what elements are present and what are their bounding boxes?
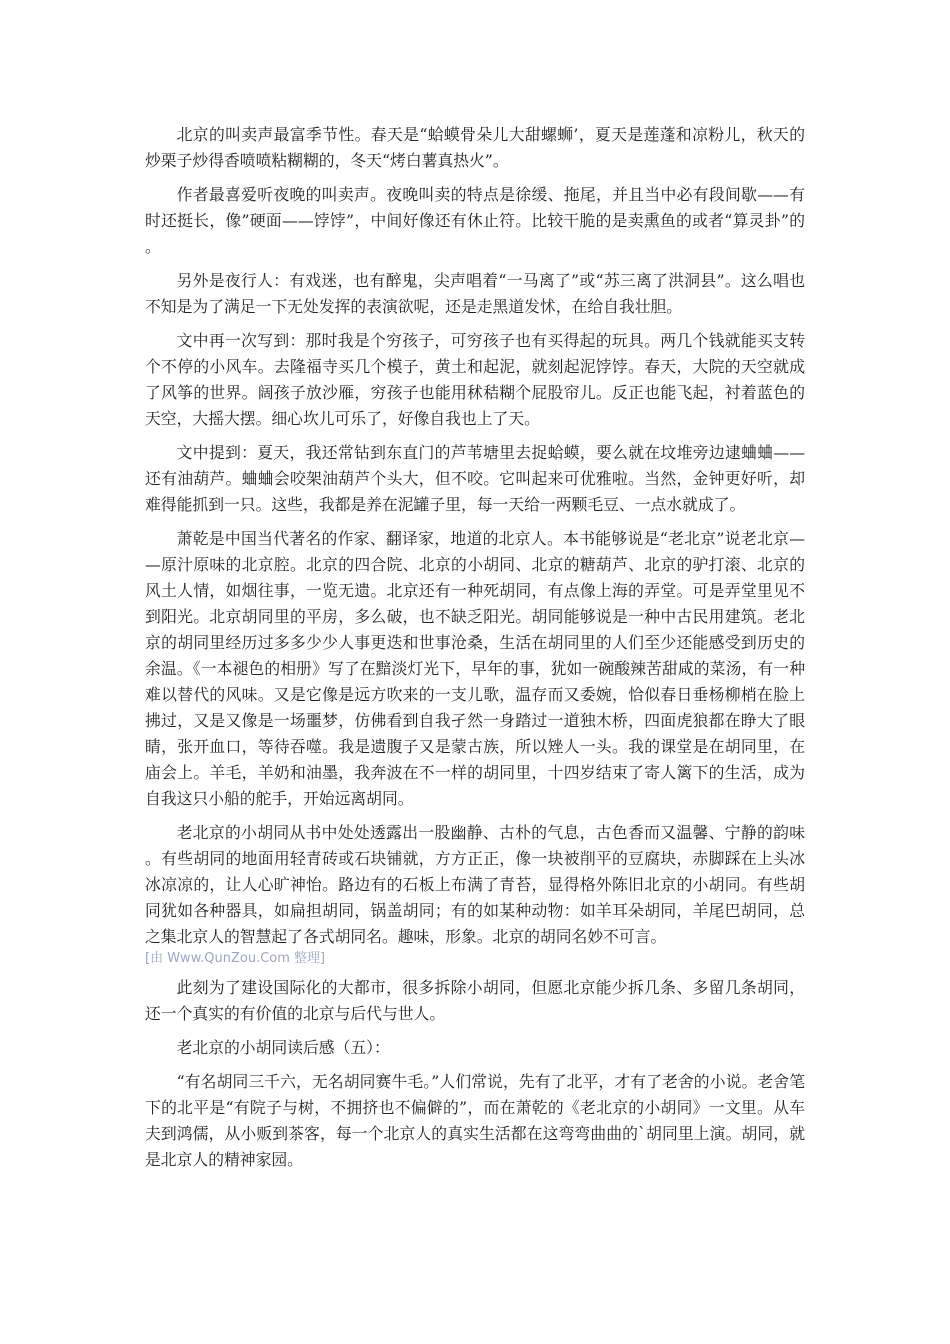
paragraph-night-walkers: 另外是夜行人：有戏迷，也有醉鬼，尖声唱着“一马离了”或“苏三离了洪洞县”。这么唱也不知是为了满足一下无处发挥的表演欲呢，还是走黑道发怵，在给自我壮胆。: [145, 271, 805, 316]
document-body: [145, 122, 805, 1181]
paragraph-preserve-hutong: 此刻为了建设国际化的大都市，很多拆除小胡同，但愿北京能少拆几条、多留几条胡同，还一个真实的有价值的北京与后代与世人。: [145, 978, 805, 1023]
section-heading-review-five: 老北京的小胡同读后感（五）：: [176, 1038, 390, 1057]
paragraph-xiao-qian: 萧乾是中国当代著名的作家、翻译家，地道的北京人。本书能够说是“老北京”说老北京——原汁原味的北京腔。北京的四合院、北京的小胡同、北京的糖葫芦、北京的驴打滚、北京的风土人情，如烟往事，一览无遗。北京还有一种死胡同，有点像上海的弄堂。可是弄堂里见不到阳光。北京胡同里的平房，多么破，也不缺乏阳光。胡同能够说是一种中古民用建筑。老北京的胡同里经历过多多少少人事更迭和世事沧桑，生活在胡同里的人们至少还能感受到历史的余温。《一本褪色的相册》写了在黯淡灯光下，早年的事，犹如一碗酸辣苦甜咸的菜汤，有一种难以替代的风味。又是它像是远方吹来的一支儿歌，温存而又委婉，恰似春日垂杨柳梢在脸上拂过，又是又像是一场噩梦，仿佛看到自我孑然一身踏过一道独木桥，四面虎狼都在睁大了眼睛，张开血口，等待吞噬。我是遗腹子又是蒙古族，所以矬人一头。我的课堂是在胡同里，在庙会上。羊毛，羊奶和油墨，我奔波在不一样的胡同里，十四岁结束了寄人篱下的生活，成为自我这只小船的舵手，开始远离胡同。: [145, 529, 805, 808]
paragraph-night-cries: 作者最喜爱听夜晚的叫卖声。夜晚叫卖的特点是徐缓、拖尾，并且当中必有段间歇——有时还挺长，像”硬面——饽饽”，中间好像还有休止符。比较干脆的是卖熏鱼的或者“算灵卦”的。: [145, 185, 805, 256]
paragraph-summer: 文中提到：夏天，我还常钻到东直门的芦苇塘里去捉蛤蟆，要么就在坟堆旁边逮蛐蛐——还有油葫芦。蛐蛐会咬架油葫芦个头大，但不咬。它叫起来可优雅啦。当然，金钟更好听，却难得能抓到一只。这些，我都是养在泥罐子里，每一天给一两颗毛豆、一点水就成了。: [145, 443, 805, 514]
paragraph-spiritual-home: “有名胡同三千六，无名胡同赛牛毛。”人们常说，先有了北平，才有了老舍的小说。老舍笔下的北平是“有院子与树，不拥挤也不偏僻的”，而在萧乾的《老北京的小胡同》一文里。从车夫到鸿儒，从小贩到茶客，每一个北京人的真实生活都在这弯弯曲曲的`胡同里上演。胡同，就是北京人的精神家园。: [145, 1072, 805, 1169]
paragraph-toys: 文中再一次写到：那时我是个穷孩子，可穷孩子也有买得起的玩具。两几个钱就能买支转个不停的小风车。去隆福寺买几个模子，黄土和起泥，就刻起泥饽饽。春天，大院的天空就成了风筝的世界。阔孩子放沙雁，穷孩子也能用秫秸糊个屁股帘儿。反正也能飞起，衬着蓝色的天空，大摇大摆。细心坎儿可乐了，好像自我也上了天。: [145, 331, 805, 428]
paragraph-street-cries: 北京的叫卖声最富季节性。春天是“蛤蟆骨朵儿大甜螺蛳’，夏天是莲蓬和凉粉儿，秋天的炒栗子炒得香喷喷粘糊糊的，冬天“烤白薯真热火”。: [145, 125, 805, 170]
paragraph-hutong-charm-text: 老北京的小胡同从书中处处透露出一股幽静、古朴的气息，古色香而又温馨、宁静的韵味。有些胡同的地面用轻青砖或石块铺就，方方正正，像一块被削平的豆腐块，赤脚踩在上头冰冰凉凉的，让人心旷神怡。路边有的石板上布满了青苔，显得格外陈旧北京的小胡同。有些胡同犹如各种器具，如扁担胡同，锅盖胡同；有的如某种动物：如羊耳朵胡同，羊尾巴胡同，总之集北京人的智慧起了各式胡同名。趣味，形象。北京的胡同名妙不可言。: [145, 823, 805, 946]
watermark-source: [由 Www.QunZou.Com 整理]: [145, 951, 326, 966]
paragraph-hutong-charm: [145, 820, 805, 970]
